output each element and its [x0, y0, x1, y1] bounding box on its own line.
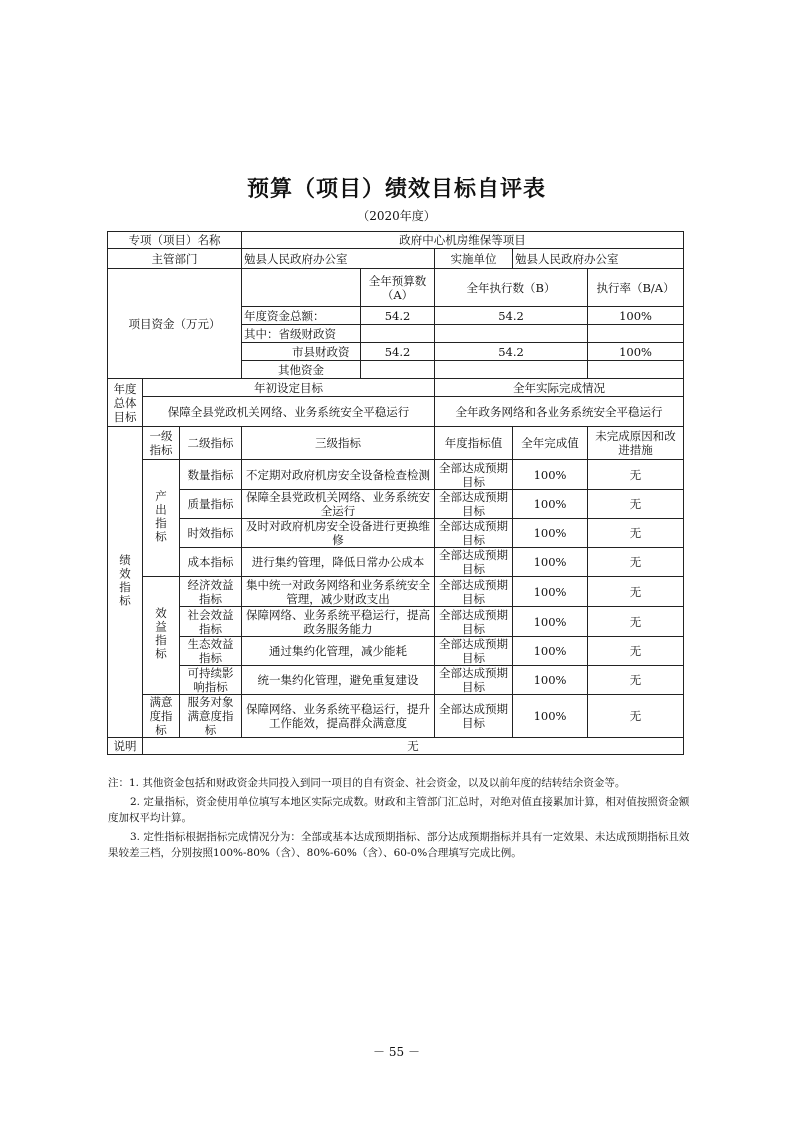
target-cell: 全部达成预期目标 — [435, 519, 513, 548]
actual-cell: 100% — [513, 519, 588, 548]
project-name-label: 专项（项目）名称 — [108, 232, 242, 249]
level3-cell: 及时对政府机房安全设备进行更换维修 — [242, 519, 435, 548]
group-satisfaction: 满意度指标 — [143, 695, 180, 738]
actual-cell: 100% — [513, 577, 588, 607]
header-level1: 一级指标 — [143, 427, 180, 460]
goals-label: 年度总体目标 — [108, 379, 143, 427]
project-name: 政府中心机房维保等项目 — [242, 232, 684, 249]
reason-cell: 无 — [588, 607, 684, 637]
reason-cell: 无 — [588, 695, 684, 738]
self-evaluation-table — [107, 231, 684, 755]
footnotes — [108, 775, 693, 864]
header-level2: 二级指标 — [180, 427, 242, 460]
dept-value: 勉县人民政府办公室 — [242, 249, 435, 269]
funds-row-label: 其他资金 — [242, 361, 361, 379]
level3-cell: 保障网络、业务系统平稳运行，提升工作能效，提高群众满意度 — [242, 695, 435, 738]
note-3: 3. 定性指标根据指标完成情况分为：全部或基本达成预期指标、部分达成预期指标并具有一定效果、未达成预期指标且效果较差三档，分别按照100%-80%（含）、80%-60%（含）、60-0%合理填写完成比例。 — [108, 831, 690, 859]
target-cell: 全部达成预期目标 — [435, 490, 513, 519]
reason-cell: 无 — [588, 519, 684, 548]
remark-label: 说明 — [108, 738, 143, 755]
goals-done-text: 全年政务网络和各业务系统安全平稳运行 — [435, 397, 684, 427]
reason-cell: 无 — [588, 637, 684, 666]
funds-header-blank — [242, 269, 361, 307]
page-number: － 55 － — [373, 1045, 420, 1059]
goals-set-text: 保障全县党政机关网络、业务系统安全平稳运行 — [143, 397, 435, 427]
actual-cell: 100% — [513, 637, 588, 666]
report-year: （2020年度） — [357, 209, 436, 223]
target-cell: 全部达成预期目标 — [435, 666, 513, 695]
funds-exec — [435, 361, 588, 379]
level3-cell: 保障网络、业务系统平稳运行，提高政务服务能力 — [242, 607, 435, 637]
level3-cell: 不定期对政府机房安全设备检查检测 — [242, 460, 435, 490]
level2-cell: 生态效益指标 — [180, 637, 242, 666]
funds-rate: 100% — [588, 343, 684, 361]
remark-value: 无 — [143, 738, 684, 755]
funds-rate: 100% — [588, 307, 684, 325]
level2-cell: 服务对象满意度指标 — [180, 695, 242, 738]
dept-label: 主管部门 — [108, 249, 242, 269]
target-cell: 全部达成预期目标 — [435, 548, 513, 577]
goals-done-header: 全年实际完成情况 — [435, 379, 684, 397]
funds-row-label: 年度资金总额： — [242, 307, 361, 325]
actual-cell: 100% — [513, 548, 588, 577]
level2-cell: 质量指标 — [180, 490, 242, 519]
target-cell: 全部达成预期目标 — [435, 695, 513, 738]
col-rate-header: 执行率（B/A） — [588, 269, 684, 307]
reason-cell: 无 — [588, 460, 684, 490]
group-output: 产出指标 — [143, 460, 180, 577]
actual-cell: 100% — [513, 607, 588, 637]
col-exec-header: 全年执行数（B） — [435, 269, 588, 307]
note-2: 2. 定量指标，资金使用单位填写本地区实际完成数。财政和主管部门汇总时，对绝对值直接累加计算，相对值按照资金额度加权平均计算。 — [108, 796, 690, 824]
level3-cell: 进行集约管理，降低日常办公成本 — [242, 548, 435, 577]
reason-cell: 无 — [588, 548, 684, 577]
actual-cell: 100% — [513, 490, 588, 519]
col-budget-header: 全年预算数（A） — [361, 269, 435, 307]
level2-cell: 经济效益指标 — [180, 577, 242, 607]
level3-cell: 集中统一对政务网络和业务系统安全管理，减少财政支出 — [242, 577, 435, 607]
level3-cell: 通过集约化管理，减少能耗 — [242, 637, 435, 666]
impl-label: 实施单位 — [435, 249, 513, 269]
reason-cell: 无 — [588, 490, 684, 519]
header-level3: 三级指标 — [242, 427, 435, 460]
level3-cell: 统一集约化管理，避免重复建设 — [242, 666, 435, 695]
reason-cell: 无 — [588, 577, 684, 607]
level2-cell: 可持续影响指标 — [180, 666, 242, 695]
page-title: 预算（项目）绩效目标自评表 — [246, 176, 546, 202]
level2-cell: 成本指标 — [180, 548, 242, 577]
funds-budget — [361, 361, 435, 379]
impl-value: 勉县人民政府办公室 — [513, 249, 684, 269]
reason-cell: 无 — [588, 666, 684, 695]
funds-exec: 54.2 — [435, 343, 588, 361]
level2-cell: 数量指标 — [180, 460, 242, 490]
funds-label: 项目资金（万元） — [108, 269, 242, 379]
funds-budget — [361, 325, 435, 343]
target-cell: 全部达成预期目标 — [435, 577, 513, 607]
indicators-label: 绩效指标 — [108, 427, 143, 738]
target-cell: 全部达成预期目标 — [435, 607, 513, 637]
target-cell: 全部达成预期目标 — [435, 460, 513, 490]
funds-rate — [588, 361, 684, 379]
level3-cell: 保障全县党政机关网络、业务系统安全运行 — [242, 490, 435, 519]
target-cell: 全部达成预期目标 — [435, 637, 513, 666]
group-benefit: 效益指标 — [143, 577, 180, 695]
level2-cell: 社会效益指标 — [180, 607, 242, 637]
note-1: 注：1. 其他资金包括和财政资金共同投入到同一项目的自有资金、社会资金，以及以前年度的结转结余资金等。 — [108, 777, 626, 789]
funds-row-label: 其中：省级财政资 — [242, 325, 361, 343]
goals-set-header: 年初设定目标 — [143, 379, 435, 397]
actual-cell: 100% — [513, 460, 588, 490]
header-actual: 全年完成值 — [513, 427, 588, 460]
funds-exec: 54.2 — [435, 307, 588, 325]
level2-cell: 时效指标 — [180, 519, 242, 548]
funds-row-label: 市县财政资 — [242, 343, 361, 361]
header-reason: 未完成原因和改进措施 — [588, 427, 684, 460]
funds-rate — [588, 325, 684, 343]
funds-exec — [435, 325, 588, 343]
funds-budget: 54.2 — [361, 307, 435, 325]
header-target: 年度指标值 — [435, 427, 513, 460]
funds-budget: 54.2 — [361, 343, 435, 361]
actual-cell: 100% — [513, 695, 588, 738]
actual-cell: 100% — [513, 666, 588, 695]
